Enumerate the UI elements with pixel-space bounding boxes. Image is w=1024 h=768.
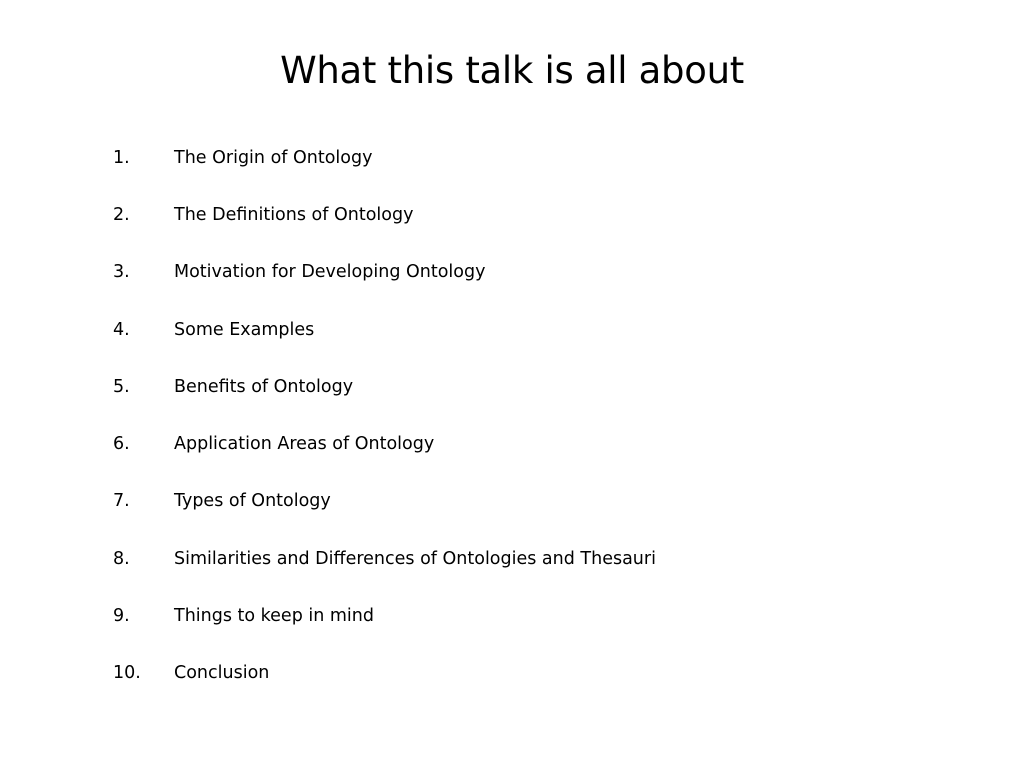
item-number: 5. (113, 376, 130, 397)
item-number: 7. (113, 491, 130, 512)
item-number: 3. (113, 262, 130, 283)
item-number: 6. (113, 434, 130, 455)
item-number: 8. (113, 548, 130, 569)
agenda-list (113, 129, 656, 702)
item-label: Things to keep in mind (174, 606, 374, 627)
agenda-item-8 (113, 530, 656, 587)
item-label: Motivation for Developing Ontology (174, 262, 486, 283)
item-number: 1. (113, 147, 130, 168)
agenda-item-5 (113, 358, 656, 415)
item-label: The Definitions of Ontology (174, 204, 414, 225)
item-number: 10. (113, 663, 141, 684)
slide-title: What this talk is all about (280, 49, 744, 92)
agenda-item-1 (113, 129, 656, 186)
agenda-item-2 (113, 186, 656, 243)
agenda-item-4 (113, 301, 656, 358)
item-number: 9. (113, 606, 130, 627)
item-label: The Origin of Ontology (174, 147, 373, 168)
agenda-item-6 (113, 415, 656, 472)
agenda-item-3 (113, 244, 656, 301)
agenda-item-10 (113, 645, 656, 702)
item-label: Some Examples (174, 319, 315, 340)
item-number: 4. (113, 319, 130, 340)
item-label: Conclusion (174, 663, 270, 684)
agenda-item-7 (113, 473, 656, 530)
item-label: Benefits of Ontology (174, 376, 354, 397)
item-label: Application Areas of Ontology (174, 434, 435, 455)
item-label: Similarities and Differences of Ontologies and Thesauri (174, 548, 656, 569)
item-number: 2. (113, 204, 130, 225)
item-label: Types of Ontology (174, 491, 331, 512)
agenda-item-9 (113, 587, 656, 644)
